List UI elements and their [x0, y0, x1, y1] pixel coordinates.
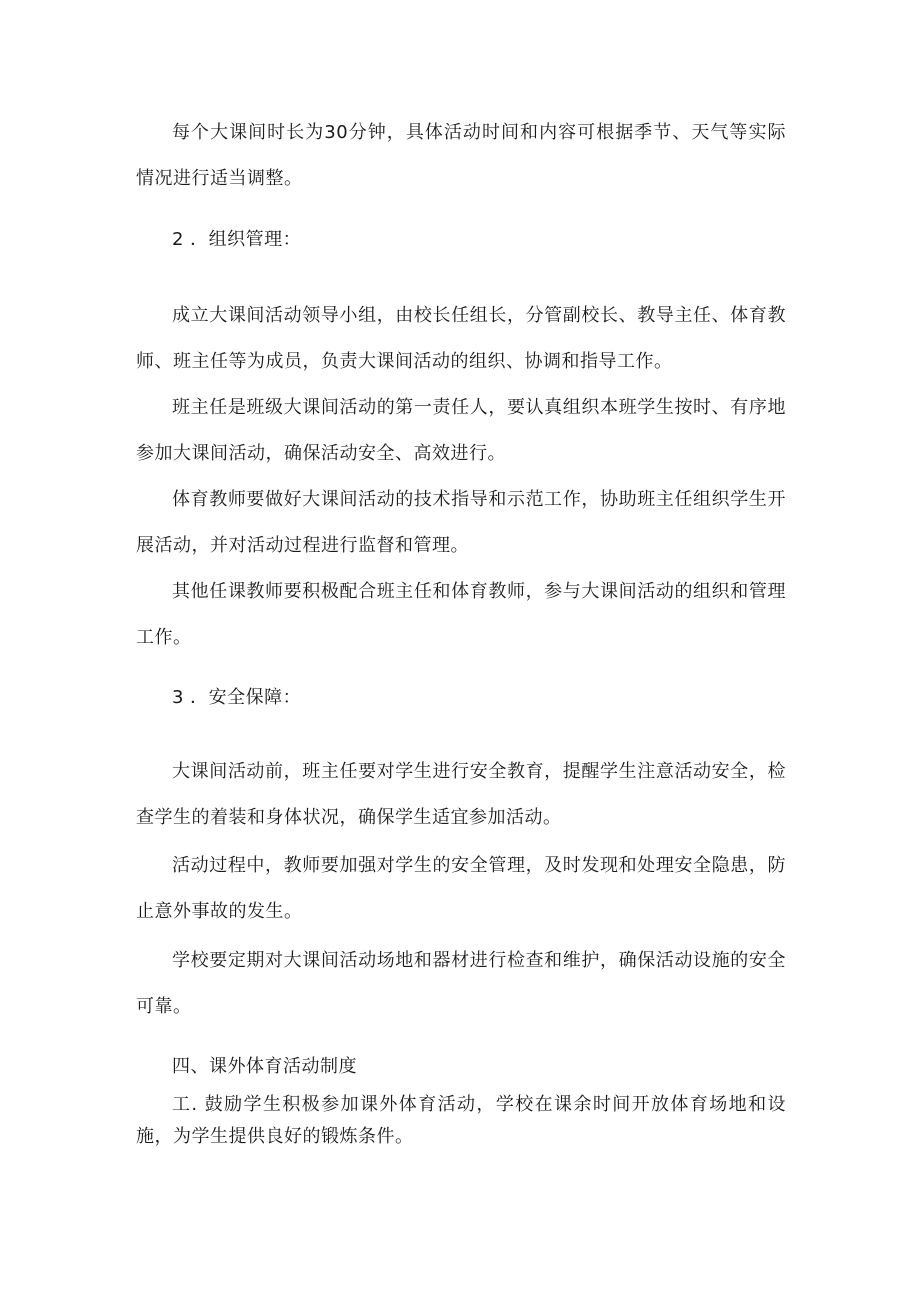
- paragraph-class-teacher: 班主任是班级大课间活动的第一责任人，要认真组织本班学生按时、有序地参加大课间活动，确保活动安全、高效进行。: [136, 397, 786, 464]
- section-heading-organization: 2 ．组织管理：: [172, 229, 302, 250]
- section-heading-extracurricular: 四、课外体育活动制度: [172, 1056, 357, 1077]
- paragraph-facility-check: 学校要定期对大课间活动场地和器材进行检查和维护，确保活动设施的安全可靠。: [136, 950, 786, 1017]
- paragraph-safety-education: 大课间活动前，班主任要对学生进行安全教育，提醒学生注意活动安全，检查学生的着装和身体状况，确保学生适宜参加活动。: [136, 761, 786, 828]
- paragraph-other-teachers: 其他任课教师要积极配合班主任和体育教师，参与大课间活动的组织和管理工作。: [136, 581, 786, 648]
- section-heading-safety: 3 ．安全保障：: [172, 687, 302, 708]
- paragraph-extracurricular: 工. 鼓励学生积极参加课外体育活动，学校在课余时间开放体育场地和设施，为学生提供良好的锻炼条件。: [136, 1094, 786, 1147]
- paragraph-pe-teacher: 体育教师要做好大课间活动的技术指导和示范工作，协助班主任组织学生开展活动，并对活动过程进行监督和管理。: [136, 489, 786, 556]
- paragraph-leadership-group: 成立大课间活动领导小组，由校长任组长，分管副校长、教导主任、体育教师、班主任等为成员，负责大课间活动的组织、协调和指导工作。: [136, 305, 786, 372]
- paragraph-safety-management: 活动过程中，教师要加强对学生的安全管理，及时发现和处理安全隐患，防止意外事故的发生。: [136, 855, 786, 922]
- paragraph-activity-duration: 每个大课间时长为30分钟，具体活动时间和内容可根据季节、天气等实际情况进行适当调整。: [136, 122, 786, 189]
